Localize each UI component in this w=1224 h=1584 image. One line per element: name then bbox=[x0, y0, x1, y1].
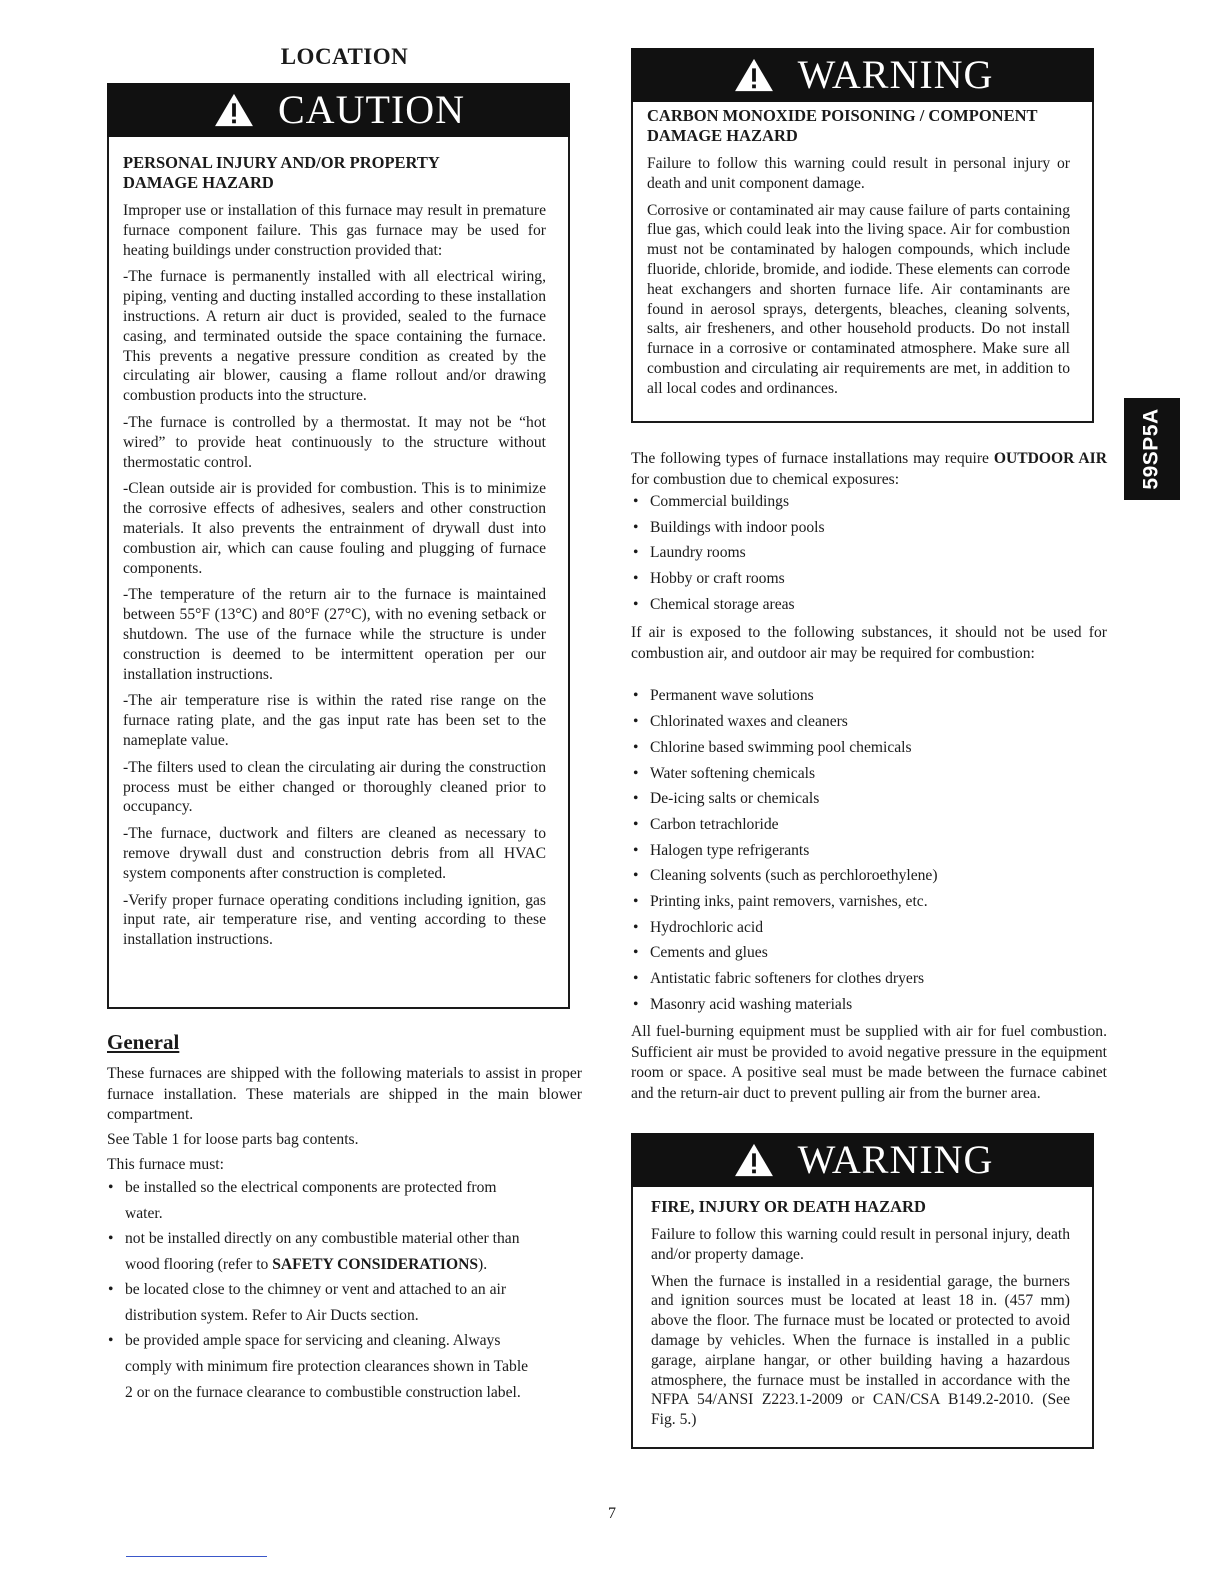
caution-item: -Verify proper furnace operating conditions including ignition, gas input rate, air temperature rise, and venting according to these installation instructions. bbox=[123, 891, 546, 949]
general-para-3: This furnace must: bbox=[107, 1156, 224, 1173]
caution-box bbox=[107, 83, 570, 1009]
caution-item: -The air temperature rise is within the rated rise range on the furnace rating plate, and the gas input rate has been set to the nameplate value. bbox=[123, 692, 546, 749]
fuel-burning-para: All fuel-burning equipment must be supplied with air for fuel combustion. Sufficient air must be provided to avoid negative pressure in the equipment room or space. A positive seal must be made between the furnace cabinet and the return-air duct to prevent pulling air from the burner area. bbox=[631, 1023, 1107, 1102]
installations-intro: The following types of furnace installations may require OUTDOOR AIR for combustion due to chemical exposures: bbox=[631, 450, 1108, 488]
general-para-1: These furnaces are shipped with the following materials to assist in proper furnace installation. These materials are shipped in the main blower compartment. bbox=[107, 1065, 582, 1123]
caution-item: -The filters used to clean the circulating air during the construction process must be either changed or thoroughly cleaned prior to occupancy. bbox=[123, 758, 546, 816]
caution-item: -The furnace, ductwork and filters are cleaned as necessary to remove drywall dust and construction debris from all HVAC system components after construction is completed. bbox=[123, 825, 546, 882]
caution-item: -The furnace is permanently installed with all electrical wiring, piping, venting and ducting installed according to these installation instructions. A return air duct is provided, sealed to the furnace casing, and terminated outside the space containing the furnace. This prevents a negative pressure condition as created by the circulating air blower, causing a flame rollout and/or drawing combustion products into the structure. bbox=[123, 268, 546, 405]
warning-triangle-icon bbox=[212, 92, 256, 128]
footer-link-underline bbox=[126, 1556, 267, 1557]
warning-box-co bbox=[631, 48, 1094, 423]
page-number: 7 bbox=[608, 1505, 616, 1522]
warning-hazard-title: CARBON MONOXIDE POISONING / COMPONENT DAMAGE HAZARD bbox=[647, 106, 1038, 145]
caution-item: -Clean outside air is provided for combustion. This is to minimize the corrosive effects of adhesives, sealers and other construction materials. It also prevents the entrainment of drywall dust into combustion air, which can cause fouling and plugging of furnace components. bbox=[123, 480, 546, 577]
location-title: LOCATION bbox=[280, 44, 409, 69]
warning-triangle-icon bbox=[732, 1142, 776, 1178]
warning-label: WARNING bbox=[797, 1137, 994, 1182]
warning-para: When the furnace is installed in a residential garage, the burners and ignition sources must be located at least 18 in. (457 mm) above the floor. The furnace must be located or protected to avoid damage by vehicles. When the furnace is installed in a public garage, airplane hangar, or other building having a hazardous atmosphere, the furnace must be installed in accordance with the NFPA 54/ANSI Z223.1-2009 or CAN/CSA B149.2-2010. (See Fig. 5.) bbox=[651, 1272, 1070, 1429]
warning-para: Failure to follow this warning could result in personal injury, death and/or property damage. bbox=[651, 1226, 1070, 1263]
caution-label: CAUTION bbox=[278, 87, 465, 132]
caution-item: -The furnace is controlled by a thermostat. It may not be “hot wired” to provide heat continuously to the structure without thermostatic control. bbox=[123, 413, 546, 471]
model-side-tab bbox=[1124, 398, 1180, 500]
caution-hazard-title: PERSONAL INJURY AND/OR PROPERTY DAMAGE HAZARD bbox=[123, 153, 440, 192]
caution-header bbox=[107, 83, 570, 137]
warning-header bbox=[631, 48, 1094, 102]
substances-intro: If air is exposed to the following substances, it should not be used for combustion air, and outdoor air may be required for combustion: bbox=[631, 624, 1107, 662]
warning-para: Failure to follow this warning could result in personal injury or death and unit component damage. bbox=[647, 155, 1070, 192]
warning-header bbox=[631, 1133, 1094, 1187]
warning-triangle-icon bbox=[732, 57, 776, 93]
general-heading: General bbox=[107, 1030, 180, 1054]
warning-box-fire bbox=[631, 1133, 1094, 1449]
warning-para: Corrosive or contaminated air may cause failure of parts containing flue gas, which could leak into the living space. Air for combustion must not be contaminated by halogen compounds, which include fluoride, chloride, bromide, and iodide. These elements can corrode heat exchangers and shorten furnace life. Air contaminants are found in aerosol sprays, detergents, bleaches, cleaning solvents, salts, air fresheners, and other household products. Do not install furnace in a corrosive or contaminated atmosphere. Make sure all combustion and circulating air requirements are met, in addition to all local codes and ordinances. bbox=[647, 201, 1070, 397]
caution-item: -The temperature of the return air to the furnace is maintained between 55°F (13°C) and 80°F (27°C), with no evening setback or shutdown. The use of the furnace while the structure is under construction is deemed to be intermittent operation per our installation instructions. bbox=[123, 586, 546, 683]
general-para-2: See Table 1 for loose parts bag contents. bbox=[107, 1131, 359, 1148]
warning-hazard-title: FIRE, INJURY OR DEATH HAZARD bbox=[651, 1197, 926, 1216]
model-number: 59SP5A bbox=[1140, 408, 1163, 490]
safety-considerations-ref: SAFETY CONSIDERATIONS bbox=[272, 1256, 479, 1273]
caution-intro: Improper use or installation of this furnace may result in premature furnace component failure. This gas furnace may be used for heating buildings under construction provided that: bbox=[123, 202, 546, 259]
warning-label: WARNING bbox=[797, 52, 994, 97]
